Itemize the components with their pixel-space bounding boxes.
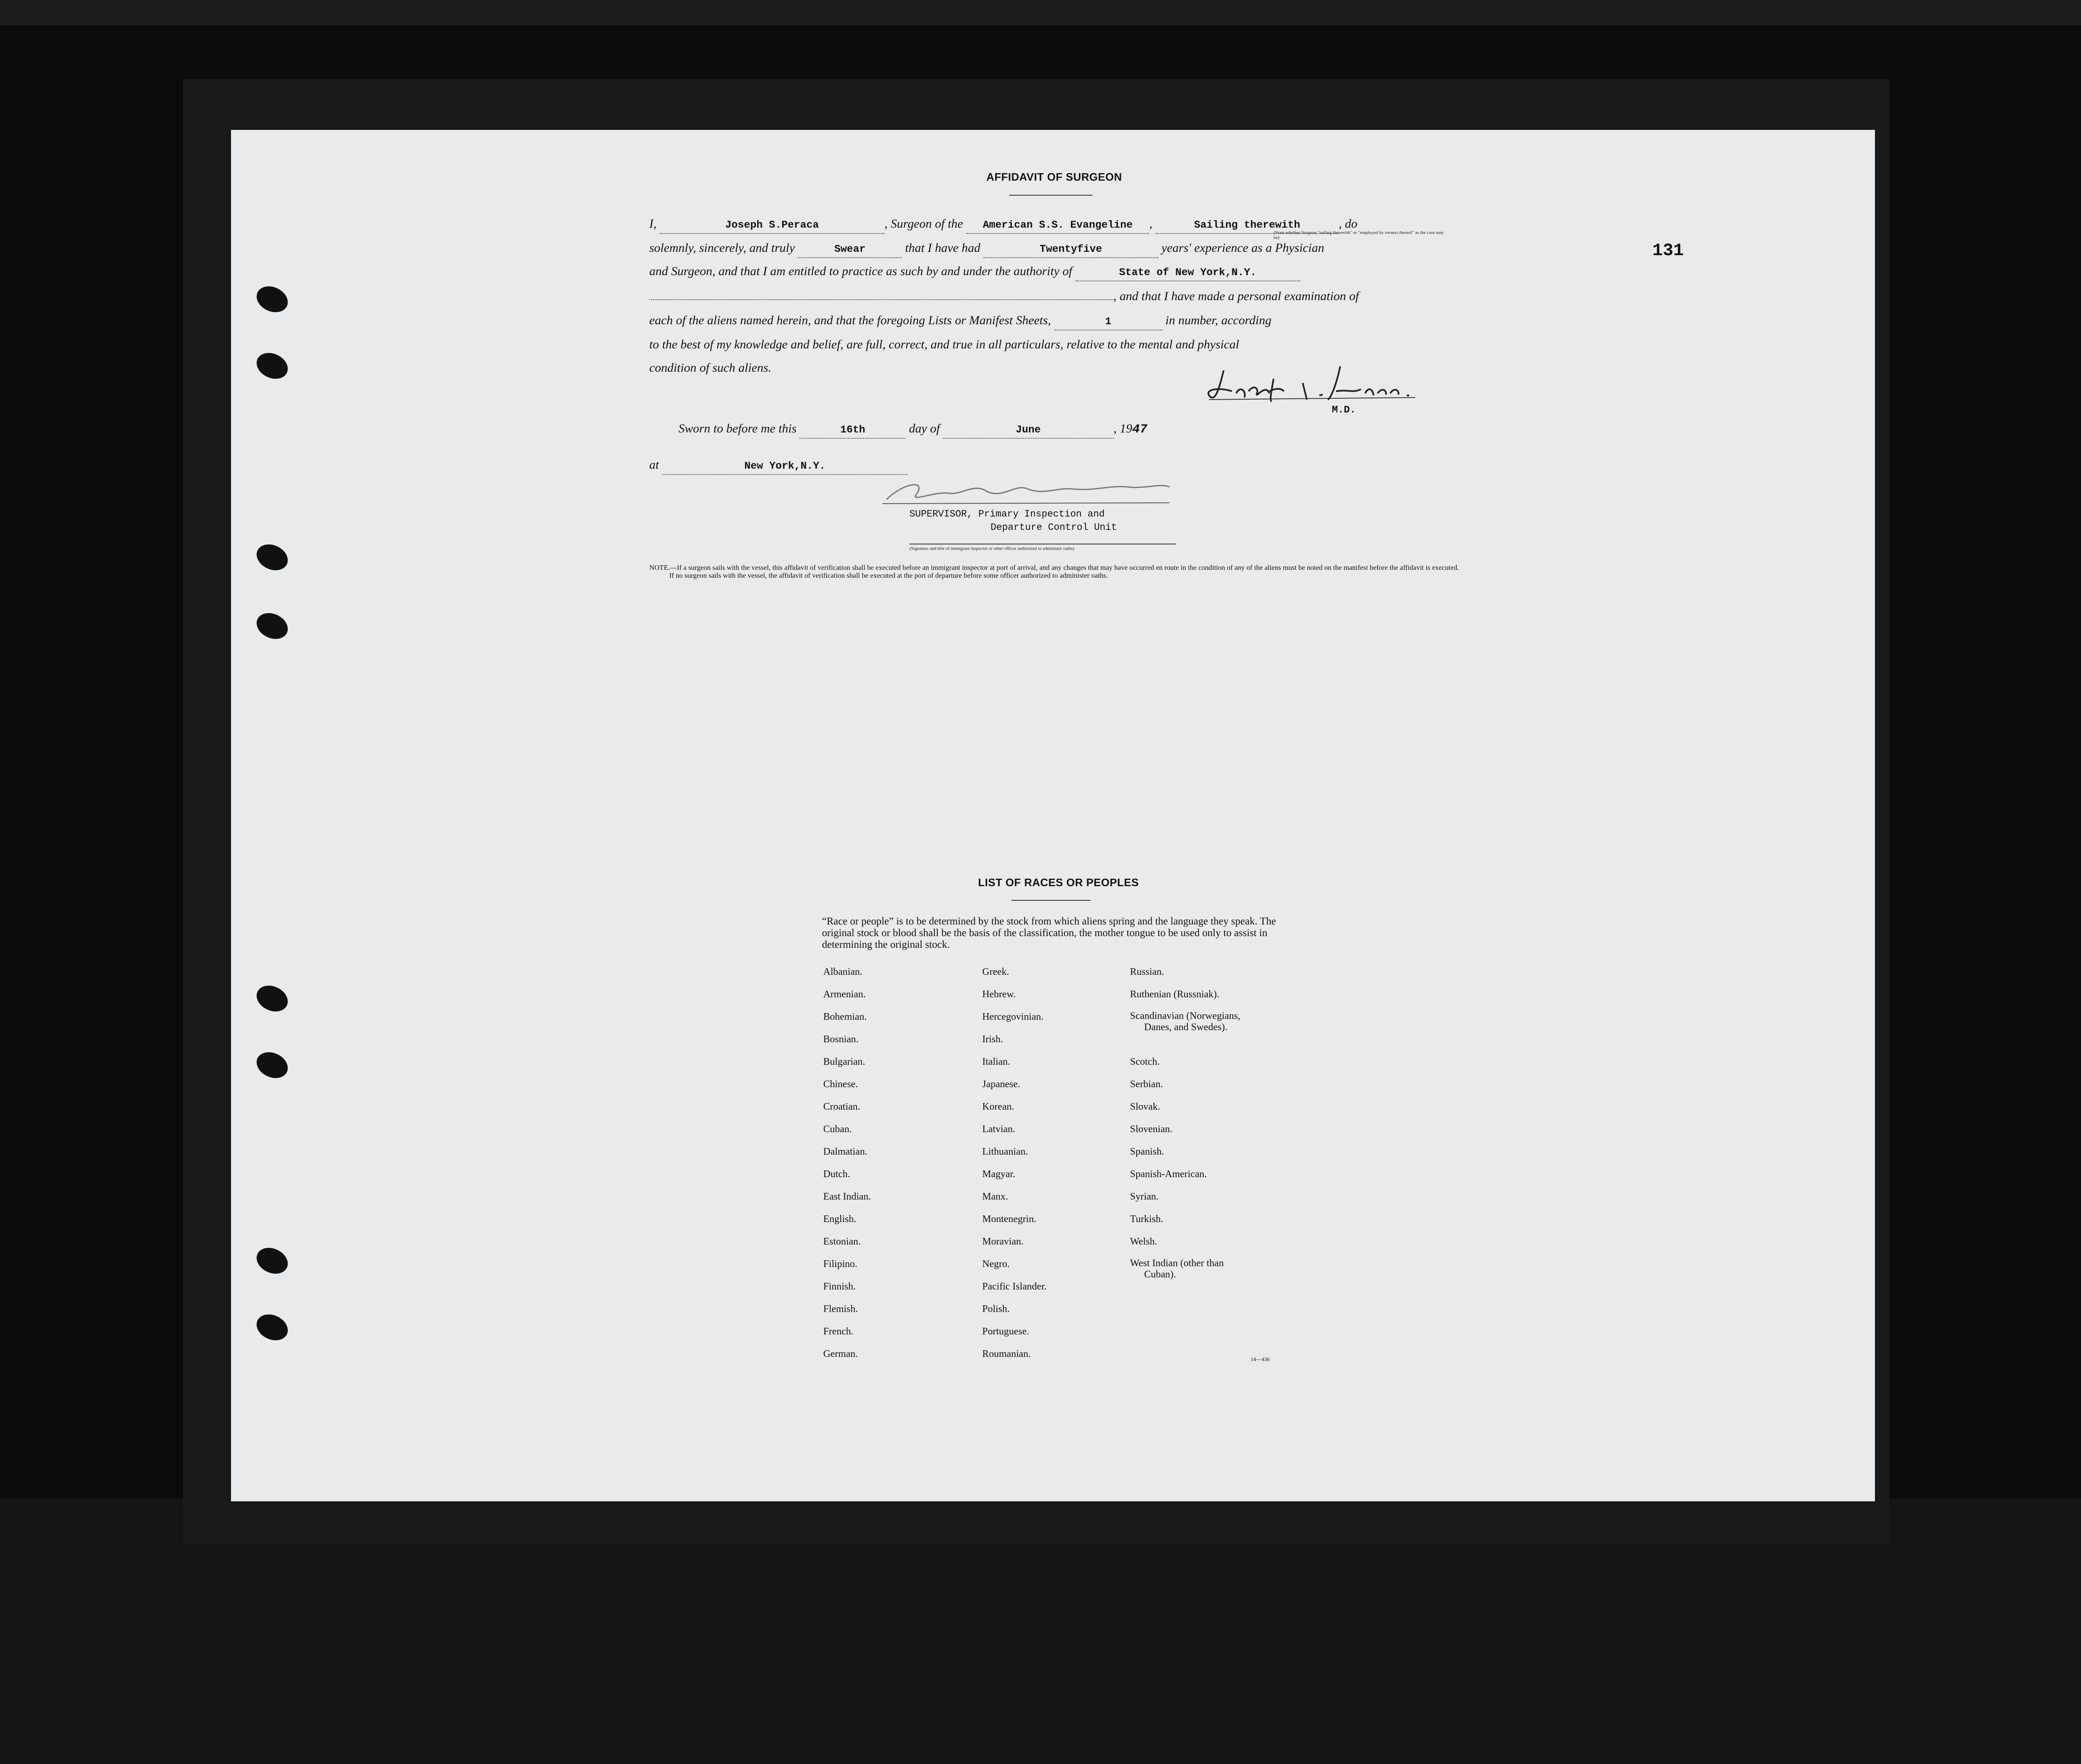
line5-pre: each of the aliens named herein, and that the foregoing Lists or Manifest Sheets, <box>649 313 1051 327</box>
race-item-line: Cuban). <box>1144 1269 1176 1280</box>
surgeon-signature <box>1207 354 1423 412</box>
affidavit-title: AFFIDAVIT OF SURGEON <box>986 171 1122 183</box>
note-2: If no surgeon sails with the vessel, the affidavit of verification shall be executed at the port of departure before some officer authorized to administer oaths. <box>669 571 1108 579</box>
race-item: Serbian. <box>1130 1079 1163 1090</box>
authority-continuation-field <box>649 299 1113 300</box>
race-item: French. <box>823 1326 854 1337</box>
races-title: LIST OF RACES OR PEOPLES <box>978 876 1139 889</box>
race-item-line: Danes, and Swedes). <box>1144 1022 1227 1033</box>
race-item: Ruthenian (Russniak). <box>1130 989 1219 1000</box>
line1-post: , do <box>1338 217 1358 231</box>
race-item: Hercegovinian. <box>982 1011 1044 1022</box>
officer-title-1: SUPERVISOR, Primary Inspection and <box>909 509 1105 519</box>
race-item-west-indian <box>1130 1253 1240 1303</box>
race-item: Polish. <box>982 1304 1010 1314</box>
line1-pre: I, <box>649 217 657 231</box>
race-item: Armenian. <box>823 989 866 1000</box>
affidavit-line-7: condition of such aliens. <box>649 361 772 375</box>
md-label: M.D. <box>1332 405 1356 416</box>
affidavit-line-4 <box>649 287 1465 306</box>
race-item: English. <box>823 1214 857 1225</box>
years-field <box>983 240 1158 258</box>
race-item: Bulgarian. <box>823 1056 865 1067</box>
page-number: 131 <box>1652 241 1684 261</box>
race-item: Montenegrin. <box>982 1214 1036 1225</box>
sheet-count-field <box>1054 313 1162 330</box>
races-column-1 <box>823 961 871 1365</box>
line2-pre: solemnly, sincerely, and truly <box>649 241 795 255</box>
sworn-day: 16th <box>840 424 865 436</box>
line2-post: years' experience as a Physician <box>1161 241 1324 255</box>
race-item: Chinese. <box>823 1079 858 1090</box>
race-item-line: Scandinavian (Norwegians, <box>1130 1011 1241 1021</box>
line3-pre: and Surgeon, and that I am entitled to practice as such by and under the authority of <box>649 264 1073 278</box>
race-item: Syrian. <box>1130 1191 1159 1202</box>
officer-signature <box>878 475 1178 508</box>
race-item-line: West Indian (other than <box>1130 1258 1224 1269</box>
race-item: Lithuanian. <box>982 1146 1028 1157</box>
form-number: 14—436 <box>1251 1356 1270 1362</box>
oath-word: Swear <box>834 243 866 255</box>
vessel-name: American S.S. Evangeline <box>983 219 1133 231</box>
title-rule <box>1009 195 1093 196</box>
line1-mid1: , Surgeon of the <box>884 217 963 231</box>
races-intro: “Race or people” is to be determined by the stock from which aliens spring and the language they speak. The original stock or blood shall be the basis of the classification, the mother tongue to be used only to assist in determining the original stock. <box>822 916 1276 950</box>
race-item: Japanese. <box>982 1079 1021 1090</box>
race-item: Russian. <box>1130 966 1165 977</box>
sworn-year: 47 <box>1132 422 1147 437</box>
scan-border-top <box>0 0 2081 25</box>
race-item: Negro. <box>982 1259 1010 1270</box>
race-item: Dutch. <box>823 1169 850 1180</box>
surgeon-status: Sailing therewith <box>1194 219 1300 231</box>
race-item: Pacific Islander. <box>982 1281 1047 1292</box>
race-item: Roumanian. <box>982 1349 1031 1359</box>
affidavit-line-3 <box>649 262 1465 281</box>
race-item: Filipino. <box>823 1259 858 1270</box>
sworn-pre: Sworn to before me this <box>678 422 797 435</box>
race-item: Croatian. <box>823 1101 860 1112</box>
race-item: Finnish. <box>823 1281 856 1292</box>
race-item: Slovak. <box>1130 1101 1160 1112</box>
sheet-count: 1 <box>1105 316 1112 328</box>
race-item: German. <box>823 1349 858 1359</box>
status-note: (State whether Surgeon "sailing therewith" or "employed by owners thereof" as the case may be) <box>1274 230 1444 240</box>
line5-post: in number, according <box>1165 313 1271 327</box>
sworn-place: New York,N.Y. <box>744 460 826 472</box>
race-item: Turkish. <box>1130 1214 1163 1225</box>
at-pre: at <box>649 458 659 472</box>
line1-mid2: , <box>1149 217 1152 231</box>
race-item: Cuban. <box>823 1124 852 1135</box>
at-line <box>649 456 1465 474</box>
race-item: Flemish. <box>823 1304 858 1314</box>
race-item: Latvian. <box>982 1124 1016 1135</box>
line2-mid: that I have had <box>905 241 981 255</box>
note-1: NOTE.—If a surgeon sails with the vessel, this affidavit of verification shall be executed before an immigrant inspector at port of arrival, and any changes that may have occurred en route in the condition of any of the aliens must be noted on the manifest before the affidavit is executed. <box>649 564 1459 571</box>
sworn-month: June <box>1016 424 1041 436</box>
officer-title-2: Departure Control Unit <box>991 522 1117 533</box>
race-item: Manx. <box>982 1191 1008 1202</box>
race-item: Slovenian. <box>1130 1124 1172 1135</box>
sworn-mid2: , 19 <box>1113 422 1132 435</box>
race-item: Moravian. <box>982 1236 1024 1247</box>
race-item: Irish. <box>982 1034 1003 1045</box>
race-item: Dalmatian. <box>823 1146 867 1157</box>
race-item: Spanish. <box>1130 1146 1165 1157</box>
officer-caption: (Signature and title of immigrant inspector or other officer authorized to administer oaths) <box>909 546 1075 551</box>
sworn-mid1: day of <box>909 422 940 435</box>
note-text <box>649 564 1465 579</box>
line4-post: , and that I have made a personal examination of <box>1113 289 1359 303</box>
surgeon-name: Joseph S.Peraca <box>725 219 819 231</box>
race-item: Magyar. <box>982 1169 1016 1180</box>
race-item: Bosnian. <box>823 1034 859 1045</box>
races-column-3 <box>1130 961 1240 1303</box>
affidavit-line-5 <box>649 311 1465 330</box>
oath-field <box>798 240 902 258</box>
races-column-2 <box>982 961 1047 1365</box>
race-item: Spanish-American. <box>1130 1169 1207 1180</box>
place-field <box>662 457 908 475</box>
race-item: Portuguese. <box>982 1326 1029 1337</box>
surgeon-name-field <box>660 216 884 234</box>
authority-field <box>1075 263 1300 281</box>
affidavit-line-2 <box>649 239 1465 257</box>
race-item: Albanian. <box>823 966 862 977</box>
races-title-rule <box>1011 900 1090 901</box>
sworn-month-field <box>943 421 1114 439</box>
race-item: Greek. <box>982 966 1009 977</box>
race-item: Bohemian. <box>823 1011 867 1022</box>
race-item: Hebrew. <box>982 989 1016 1000</box>
licensing-authority: State of New York,N.Y. <box>1119 266 1257 278</box>
race-item: Welsh. <box>1130 1236 1157 1247</box>
sworn-line <box>678 420 1386 438</box>
race-item: Korean. <box>982 1101 1014 1112</box>
race-item: Estonian. <box>823 1236 861 1247</box>
race-item: Scotch. <box>1130 1056 1160 1067</box>
race-item: East Indian. <box>823 1191 871 1202</box>
affidavit-line-6: to the best of my knowledge and belief, are full, correct, and true in all particulars, relative to the mental and physical <box>649 338 1239 351</box>
race-item-scandinavian <box>1130 1006 1240 1051</box>
race-item: Italian. <box>982 1056 1011 1067</box>
years-experience: Twentyfive <box>1039 243 1102 255</box>
vessel-field <box>966 216 1149 234</box>
sworn-day-field <box>800 421 906 439</box>
